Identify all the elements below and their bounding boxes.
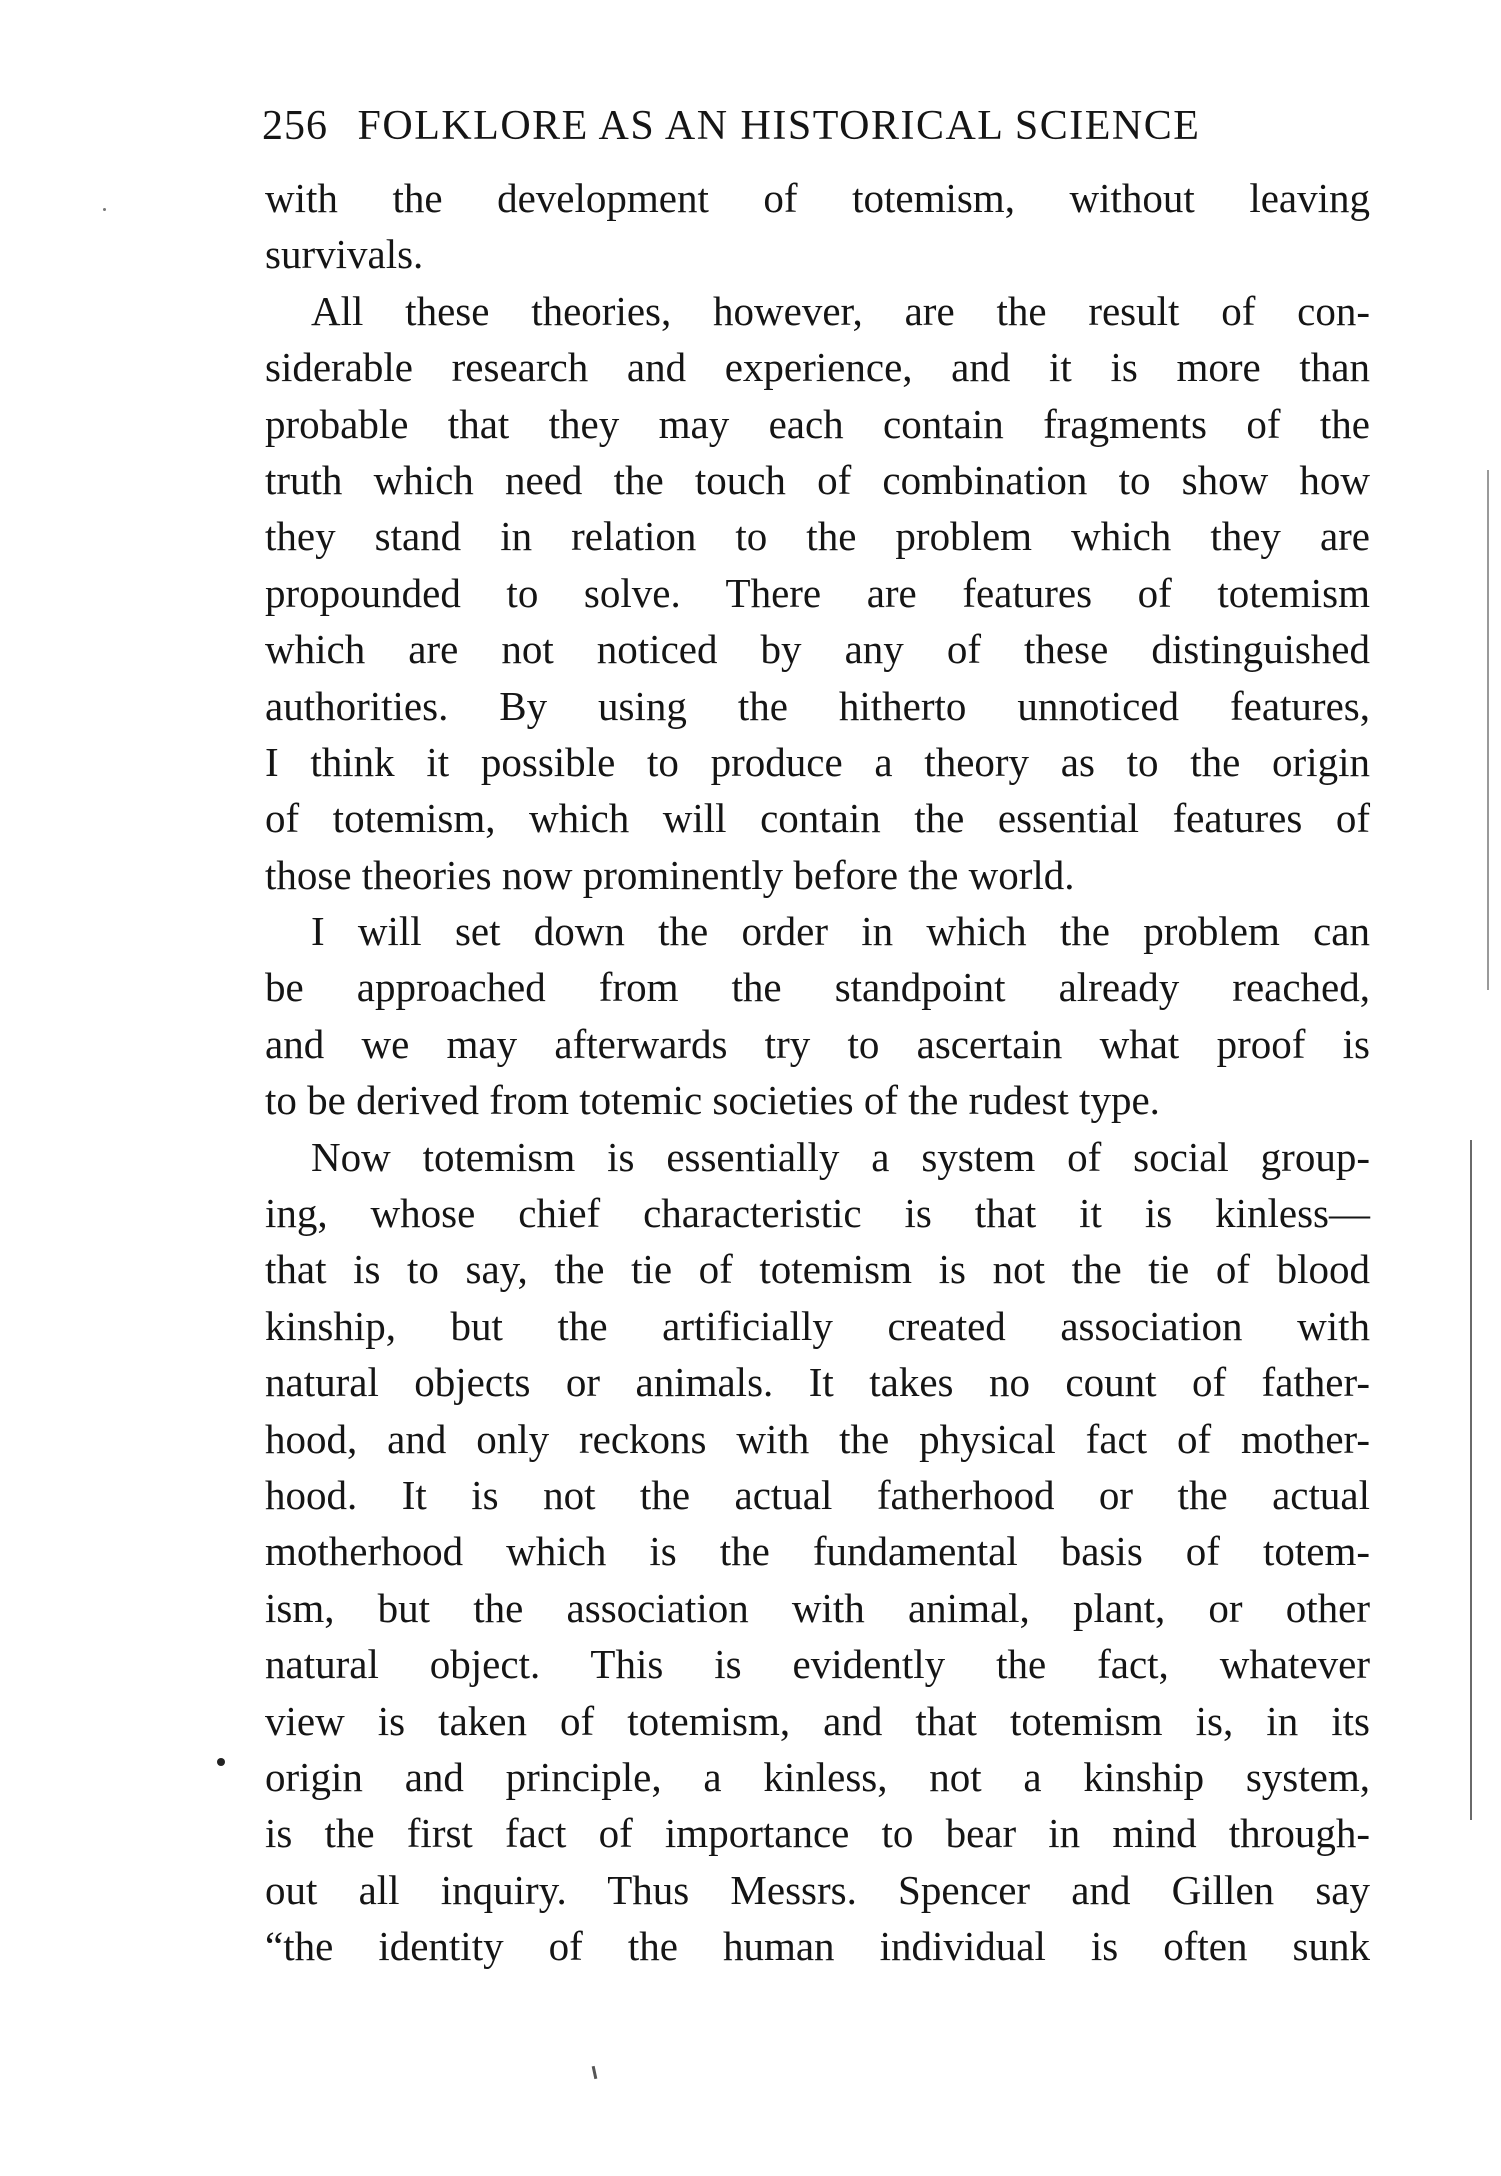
text-line: which are not noticed by any of these distinguished (265, 626, 1370, 673)
text-line: to be derived from totemic societies of the rudest type. (265, 1077, 1160, 1124)
text-line: motherhood which is the fundamental basis of totem- (265, 1528, 1370, 1575)
text-line: siderable research and experience, and it is more than (265, 344, 1370, 391)
text-line: I will set down the order in which the problem can (311, 908, 1370, 955)
text-line: of totemism, which will contain the essential features of (265, 795, 1370, 842)
text-line: propounded to solve. There are features of totemism (265, 569, 1370, 616)
text-line: probable that they may each contain fragments of the (265, 400, 1370, 447)
running-title: FOLKLORE AS AN HISTORICAL SCIENCE (357, 103, 1201, 149)
body-text (265, 170, 1370, 1975)
text-line: ism, but the association with animal, plant, or other (265, 1584, 1370, 1631)
text-line: view is taken of totemism, and that totemism is, in its (265, 1697, 1370, 1744)
text-line: “the identity of the human individual is often sunk (265, 1923, 1370, 1970)
text-line: out all inquiry. Thus Messrs. Spencer and Gillen say (265, 1866, 1370, 1913)
text-line: natural object. This is evidently the fact, whatever (265, 1641, 1370, 1688)
text-line: origin and principle, a kinless, not a kinship system, (265, 1753, 1370, 1800)
text-line: truth which need the touch of combination to show how (265, 456, 1370, 503)
text-line: natural objects or animals. It takes no count of father- (265, 1359, 1370, 1406)
page-edge-shadow (1470, 1140, 1472, 1820)
text-line: kinship, but the artificially created association with (265, 1302, 1370, 1349)
running-head (262, 98, 1332, 154)
text-line: All these theories, however, are the result of con- (311, 287, 1370, 334)
text-line: those theories now prominently before the world. (265, 851, 1075, 898)
text-line: I think it possible to produce a theory as to the origin (265, 738, 1370, 785)
text-line: is the first fact of importance to bear in mind through- (265, 1810, 1370, 1857)
margin-speck (103, 208, 106, 211)
text-line: hood, and only reckons with the physical fact of mother- (265, 1415, 1370, 1462)
ink-dot (217, 1758, 225, 1766)
ink-mark (592, 2066, 598, 2079)
text-line: and we may afterwards try to ascertain what proof is (265, 1020, 1370, 1067)
text-line: with the development of totemism, without leaving (265, 175, 1370, 221)
text-line: that is to say, the tie of totemism is not the tie of blood (265, 1246, 1370, 1293)
page-edge-shadow (1487, 470, 1489, 990)
text-line: Now totemism is essentially a system of social group- (311, 1133, 1370, 1180)
text-line: be approached from the standpoint already reached, (265, 964, 1370, 1011)
text-line: ing, whose chief characteristic is that it is kinless— (265, 1190, 1370, 1237)
text-line: hood. It is not the actual fatherhood or the actual (265, 1471, 1370, 1518)
text-line: survivals. (265, 231, 424, 278)
page-number: 256 (262, 103, 328, 149)
text-line: they stand in relation to the problem which they are (265, 513, 1370, 560)
text-line: authorities. By using the hitherto unnoticed features, (265, 682, 1370, 729)
